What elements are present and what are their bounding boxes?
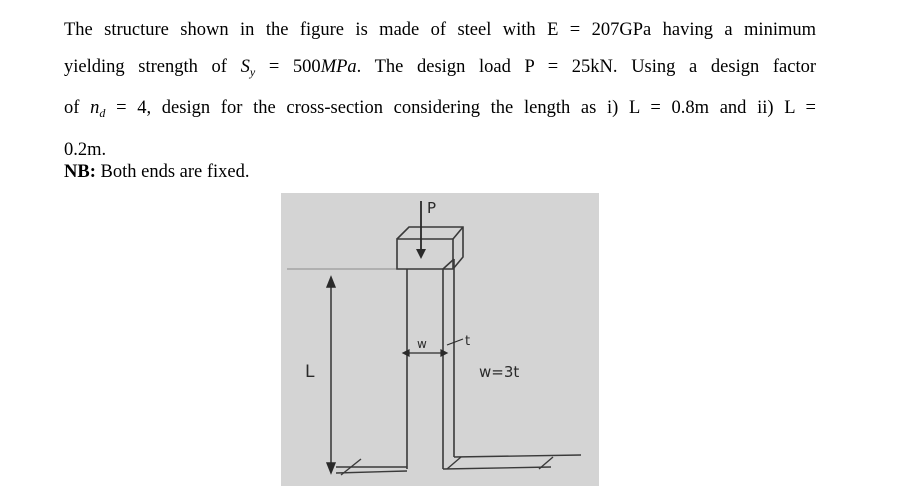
line3-post: = 4, design for the cross-section considering the length as i) L = 0.8m and ii) L = — [105, 98, 816, 118]
thickness-label: t — [465, 334, 471, 349]
yield-unit: MPa — [320, 56, 357, 77]
load-block — [397, 227, 463, 269]
load-label: P — [427, 199, 437, 217]
yield-subscript: y — [249, 64, 256, 79]
length-dimension — [327, 277, 335, 473]
structure-sketch — [281, 193, 599, 486]
line2-pre: yielding strength of — [64, 56, 241, 77]
column — [407, 259, 454, 469]
length-label: L — [305, 362, 315, 382]
fixed-base — [336, 455, 581, 475]
problem-statement — [64, 12, 816, 168]
problem-line-1: The structure shown in the figure is made of steel with E = 207GPa having a minimum — [64, 20, 816, 40]
line3-pre: of — [64, 98, 91, 118]
thickness-marker — [447, 339, 463, 345]
load-arrow — [416, 201, 426, 259]
structure-figure — [281, 193, 599, 486]
line2-post: . The design load P = 25kN. Using a design factor — [356, 56, 816, 77]
yield-symbol: S — [240, 56, 250, 77]
problem-line-2 — [64, 49, 816, 91]
design-factor-subscript: d — [99, 106, 106, 120]
line2-eq: = 500 — [255, 56, 321, 77]
relation-label: w=3t — [479, 363, 520, 381]
problem-line-4: 0.2m. — [64, 139, 107, 160]
width-label: w — [417, 337, 427, 351]
note-text: Both ends are fixed. — [95, 162, 250, 182]
problem-line-3 — [64, 90, 816, 132]
note-label: NB: — [64, 162, 96, 182]
boundary-note — [64, 154, 250, 190]
design-factor-symbol: n — [90, 98, 100, 118]
